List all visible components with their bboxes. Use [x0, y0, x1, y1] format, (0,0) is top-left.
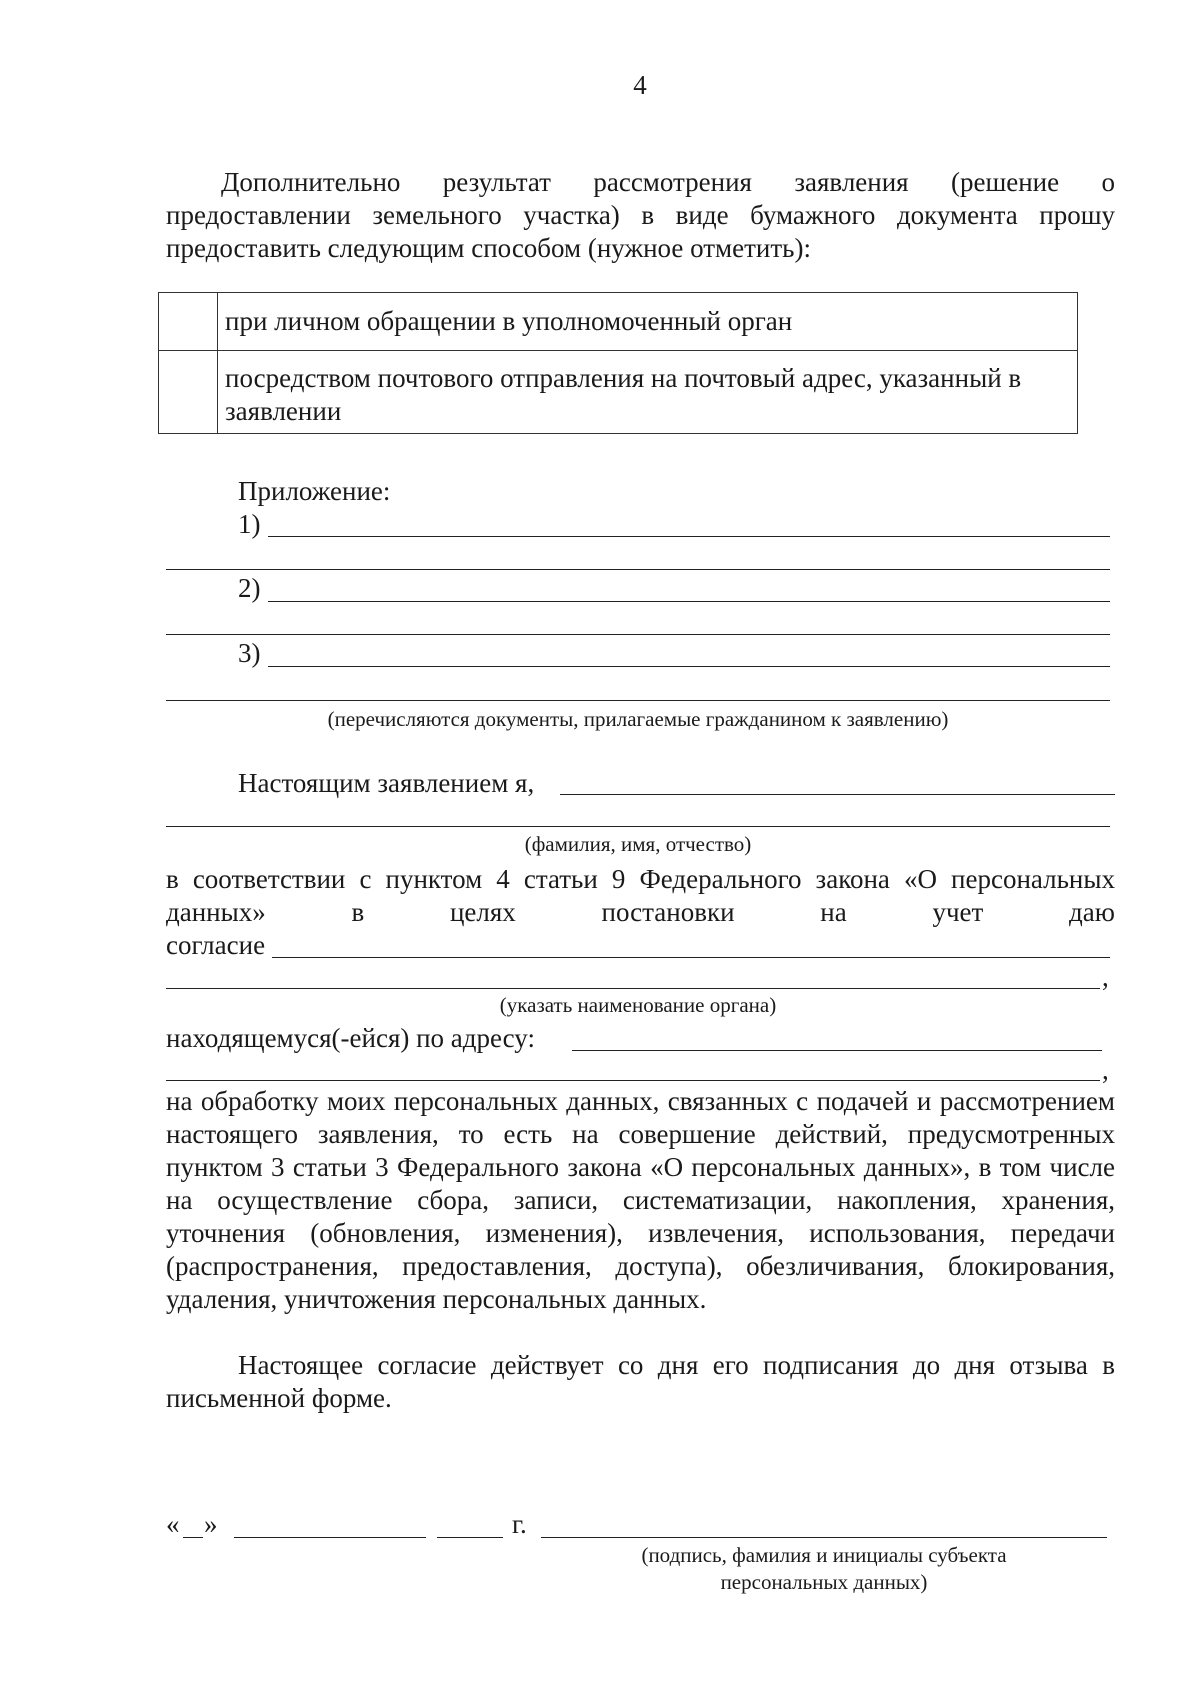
date-month-field[interactable]	[234, 1537, 426, 1538]
year-suffix: г.	[512, 1509, 527, 1539]
address-field-continued[interactable]	[166, 1080, 1100, 1081]
organ-field-continued[interactable]	[166, 988, 1100, 989]
option-row	[159, 350, 1077, 433]
option-row	[159, 293, 1077, 351]
intro-word: рассмотрения	[593, 167, 752, 197]
consent-line-3: согласие	[166, 930, 266, 960]
consent-line-1: в соответствии с пунктом 4 статьи 9 Федерального закона «О персональных	[166, 864, 1115, 894]
intro-word: (решение	[950, 167, 1060, 197]
signature-caption-line-2: персональных данных)	[720, 1570, 928, 1594]
fio-field-continued[interactable]	[166, 826, 1110, 827]
organ-caption: (указать наименование органа)	[499, 993, 777, 1017]
fio-field[interactable]	[560, 794, 1115, 795]
attachments-heading: Приложение:	[238, 476, 391, 506]
organ-field[interactable]	[272, 957, 1110, 958]
intro-word: заявления	[794, 167, 909, 197]
consent-word: учет	[932, 897, 984, 927]
date-day-field[interactable]	[183, 1537, 203, 1538]
attachment-3-field-continued[interactable]	[166, 700, 1110, 701]
attachment-2-field-continued[interactable]	[166, 634, 1110, 635]
option-checkbox-in-person[interactable]	[159, 293, 218, 350]
fio-caption: (фамилия, имя, отчество)	[524, 832, 752, 856]
attachments-caption: (перечисляются документы, прилагаемые гражданином к заявлению)	[327, 707, 949, 731]
date-open-quote: «	[166, 1509, 180, 1539]
intro-word: результат	[442, 167, 551, 197]
address-comma: ,	[1102, 1055, 1109, 1085]
consent-word: даю	[1069, 897, 1115, 927]
delivery-options-table	[158, 292, 1078, 434]
consent-paragraph: на обработку моих персональных данных, связанных с подачей и рассмотрением настоящего заявления, то есть на совершение действий, предусмотренных пунктом 3 статьи 3 Федерального закона «О персональных данных», в том числе на осуществление сбора, записи, систематизации, накопления, хранения, уточнения (обновления, изменения), извлечения, использования, передачи (распространения, предоставления, доступа), обезличивания, блокирования, удаления, уничтожения персональных данных.	[166, 1086, 1115, 1314]
attachment-number: 1)	[238, 509, 261, 539]
signature-caption-line-1: (подпись, фамилия и инициалы субъекта	[641, 1543, 1007, 1567]
address-lead: находящемуся(-ейся) по адресу:	[166, 1023, 535, 1053]
intro-word: Дополнительно	[221, 167, 401, 197]
option-label: при личном обращении в уполномоченный орган	[225, 306, 793, 336]
intro-line-3: предоставить следующим способом (нужное отметить):	[166, 233, 811, 263]
consent-word: на	[820, 897, 847, 927]
organ-comma: ,	[1102, 962, 1109, 992]
page-number: 4	[633, 70, 647, 100]
intro-line-2: предоставлении земельного участка) в виде бумажного документа прошу	[166, 200, 1115, 230]
validity-paragraph: Настоящее согласие действует со дня его подписания до дня отзыва в письменной форме.	[166, 1350, 1115, 1413]
address-field[interactable]	[572, 1050, 1102, 1051]
consent-word: данных»	[166, 897, 266, 927]
attachment-3-field[interactable]	[268, 666, 1110, 667]
attachment-number: 2)	[238, 573, 261, 603]
date-year-field[interactable]	[437, 1537, 503, 1538]
attachment-2-field[interactable]	[268, 601, 1110, 602]
signature-field[interactable]	[541, 1537, 1107, 1538]
attachment-1-field[interactable]	[268, 536, 1110, 537]
consent-word: в	[351, 897, 365, 927]
option-checkbox-by-mail[interactable]	[159, 350, 218, 433]
attachment-1-field-continued[interactable]	[166, 569, 1110, 570]
attachment-number: 3)	[238, 638, 261, 668]
intro-line-1	[221, 166, 1115, 199]
consent-line-2	[166, 896, 1115, 929]
date-close-quote: »	[204, 1509, 218, 1539]
consent-word: целях	[449, 897, 516, 927]
consent-lead: Настоящим заявлением я,	[238, 768, 535, 798]
intro-word: о	[1101, 167, 1115, 197]
option-label: посредством почтового отправления на почтовый адрес, указанный в заявлении	[225, 363, 1022, 426]
consent-word: постановки	[601, 897, 735, 927]
